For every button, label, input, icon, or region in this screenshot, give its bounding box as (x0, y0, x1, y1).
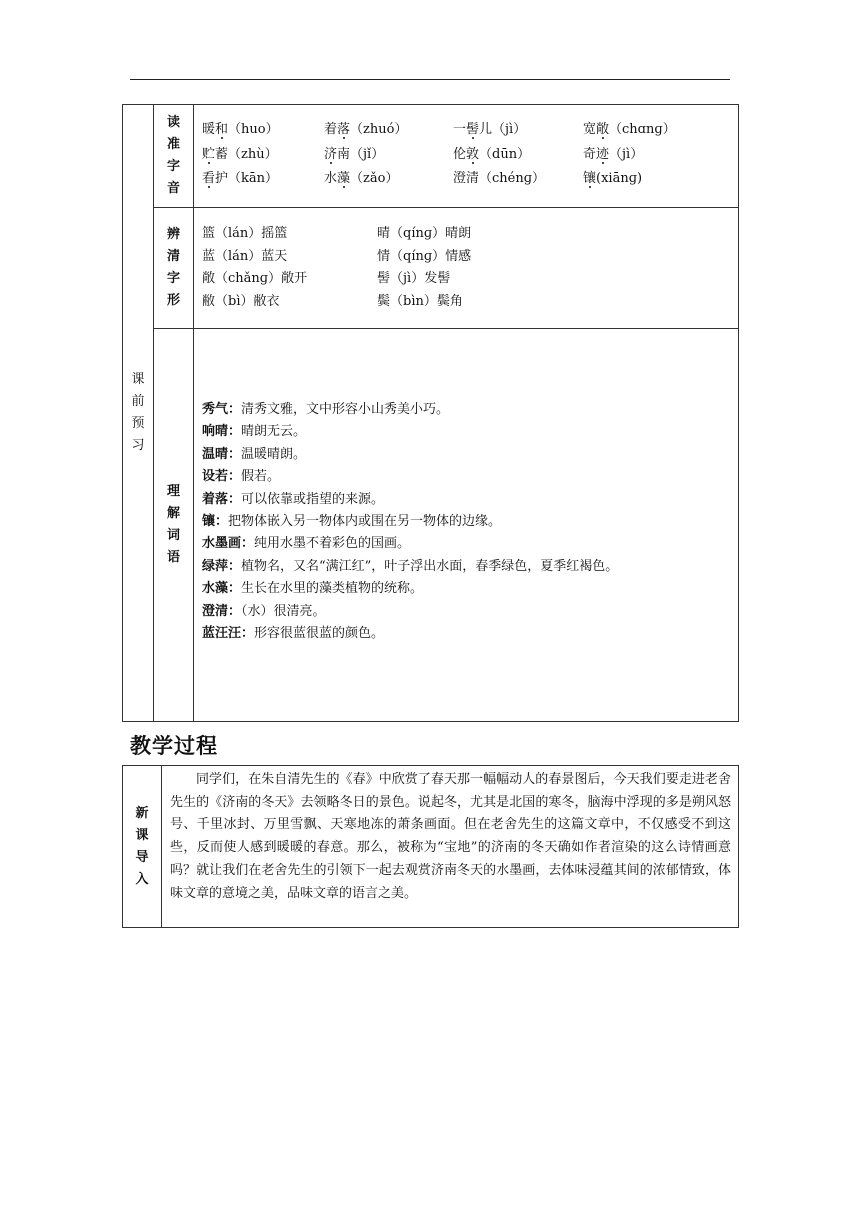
pronunciation-label: 读 准 字 音 (154, 105, 194, 208)
pronunciation-item: 济南（jǐ） (324, 146, 385, 162)
intro-table (122, 765, 739, 928)
pronunciation-item: 宽敞（chɑnɡ） (583, 122, 676, 137)
vocabulary-item (202, 511, 738, 533)
intro-label: 新 课 导 入 (123, 766, 162, 928)
vocabulary-list (194, 329, 738, 645)
vocabulary-term: 澄清： (202, 603, 242, 619)
glyph-item: 敝（bì）敝衣 (202, 293, 280, 309)
glyph-label: 辨 清 字 形 (154, 208, 194, 329)
vocabulary-definition: 假若。 (241, 469, 281, 485)
vocabulary-definition: 纯用水墨不着彩色的国画。 (254, 536, 411, 552)
emphasized-char: 和 (215, 122, 229, 137)
emphasized-char: 济 (324, 146, 338, 162)
emphasized-char: 髻 (466, 122, 480, 137)
vocabulary-term: 绿萍： (202, 558, 242, 574)
emphasized-char: 贮 (202, 146, 216, 162)
preview-section-label: 课 前 预 习 (123, 105, 154, 722)
emphasized-char: 敦 (466, 146, 480, 162)
header-rule (130, 79, 730, 80)
vocabulary-definition: 把物体嵌入另一物体内或围在另一物体的边缘。 (228, 514, 502, 530)
vocabulary-item (202, 444, 738, 466)
vocabulary-definition: （水）很清亮。 (241, 603, 326, 619)
vocabulary-item (202, 623, 738, 645)
vocabulary-definition: 形容很蓝很蓝的颜色。 (254, 626, 385, 642)
vocabulary-definition: 温暖晴朗。 (241, 446, 307, 462)
pronunciation-item: 水藻（zǎo） (324, 171, 399, 186)
glyph-cell (194, 208, 739, 329)
vocabulary-term: 设若： (202, 469, 242, 485)
vocabulary-definition: 清秀文雅，文中形容小山秀美小巧。 (241, 402, 450, 417)
glyph-item: 篮（lán）摇篮 (202, 226, 288, 241)
vocabulary-definition: 可以依靠或指望的来源。 (241, 491, 385, 507)
vocabulary-term: 水藻： (202, 581, 242, 597)
pronunciation-item: 暖和（huo） (202, 122, 279, 137)
vocabulary-item (202, 533, 738, 555)
vocabulary-item (202, 556, 738, 578)
intro-text-cell (162, 766, 739, 928)
vocabulary-definition: 晴朗无云。 (241, 424, 307, 440)
vocabulary-item (202, 578, 738, 600)
vocabulary-item (202, 489, 738, 511)
emphasized-char: 镶 (583, 171, 597, 186)
pronunciation-item: 伦敦（dūn） (453, 146, 531, 162)
glyph-item: 鬓（bìn）鬓角 (377, 293, 463, 309)
emphasized-char: 迹 (596, 146, 610, 162)
vocabulary-item (202, 399, 738, 421)
vocabulary-term: 温晴： (202, 446, 242, 462)
pronunciation-item: 澄清（chénɡ） (453, 171, 546, 186)
glyph-item: 敞（chǎnɡ）敞开 (202, 271, 308, 286)
glyph-item: 情（qínɡ）情感 (377, 248, 472, 264)
vocabulary-label: 理 解 词 语 (154, 329, 194, 722)
vocabulary-definition: 生长在水里的藻类植物的统称。 (241, 581, 424, 597)
glyph-item: 髻（jì）发髻 (377, 271, 451, 286)
pronunciation-item: 镶(xiānɡ) (583, 171, 643, 186)
emphasized-char: 看 (202, 171, 216, 186)
pronunciation-cell (194, 105, 739, 208)
emphasized-char: 藻 (337, 171, 351, 186)
vocabulary-term: 蓝汪汪： (202, 626, 255, 642)
vocabulary-term: 秀气： (202, 402, 242, 417)
preview-table (122, 104, 739, 722)
pronunciation-item: 看护（kān） (202, 171, 279, 186)
vocabulary-definition: 植物名，又名“满江红”，叶子浮出水面，春季绿色，夏季红褐色。 (241, 558, 619, 574)
vocabulary-item (202, 421, 738, 443)
vocabulary-term: 着落： (202, 491, 242, 507)
pronunciation-item: 着落（zhuó） (324, 122, 408, 137)
pronunciation-item: 贮蓄（zhù） (202, 146, 278, 162)
vocabulary-item (202, 466, 738, 488)
vocabulary-cell (194, 329, 739, 722)
pronunciation-item: 奇迹（jì） (583, 146, 644, 162)
glyph-grid (194, 208, 738, 313)
pronunciation-item: 一髻儿（jì） (453, 122, 527, 137)
vocabulary-term: 水墨画： (202, 536, 255, 552)
vocabulary-term: 响晴： (202, 424, 242, 440)
emphasized-char: 落 (337, 122, 351, 137)
glyph-item: 晴（qínɡ）晴朗 (377, 226, 472, 241)
pronunciation-grid (194, 105, 738, 192)
intro-paragraph: 同学们，在朱自清先生的《春》中欣赏了春天那一幅幅动人的春景图后，今天我们要走进老舍先生的《济南的冬天》去领略冬日的景色。说起冬，尤其是北国的寒冬，脑海中浮现的多是朔风怒号、千里冰封、万里雪飘、天寒地冻的萧条画面。但在老舍先生的这篇文章中，不仅感受不到这些，反而使人感到暖暖的春意。那么，被称为“宝地”的济南的冬天确如作者渲染的这么诗情画意吗？就让我们在老舍先生的引领下一起去观赏济南冬天的水墨画，去体味浸蕴其间的浓郁情致，体味文章的意境之美，品味文章的语言之美。 (170, 772, 731, 901)
vocabulary-term: 镶： (202, 514, 229, 530)
emphasized-char: 敞 (596, 122, 610, 137)
section-heading: 教学过程 (130, 733, 218, 758)
glyph-item: 蓝（lán）蓝天 (202, 248, 288, 264)
vocabulary-item (202, 601, 738, 623)
